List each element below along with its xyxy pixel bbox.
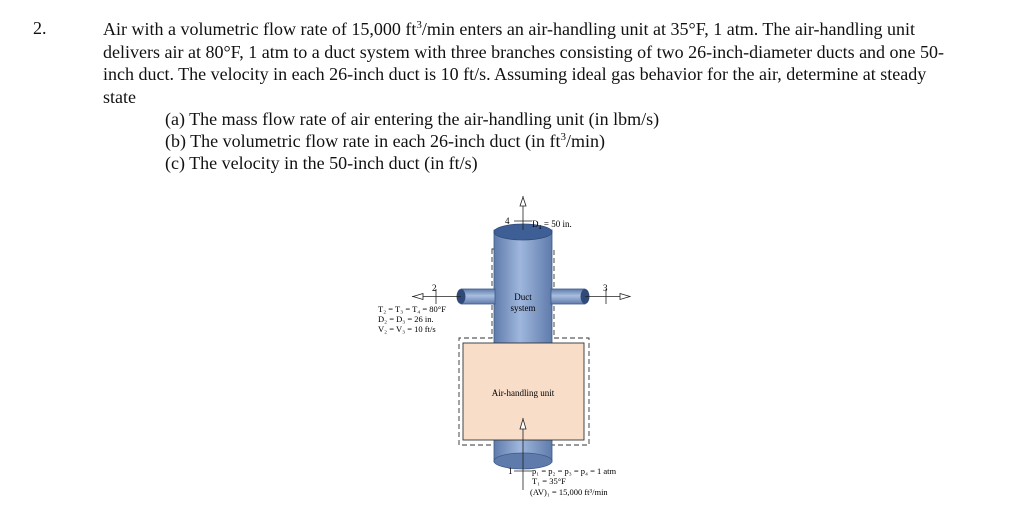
duct-system-label-2: system (510, 303, 536, 313)
state3-number: 3 (603, 283, 608, 293)
bottom-condition-temperature: T₁ = 35°F (532, 476, 566, 486)
state2-number: 2 (432, 283, 437, 293)
state3-arrow-icon (620, 294, 630, 300)
state4-label: D₄ = 50 in. (532, 219, 572, 229)
state4-number: 4 (505, 216, 510, 226)
left-branch-duct (461, 289, 495, 304)
problem-text: Air with a volumetric flow rate of 15,000 $ft^3/\min$ enters an air-handling unit at 35°F, 1 atm. The air-handling unit delivers air at 80°F, 1 atm to a duct system with three branches consisting of two 26-inch-diameter ducts and one 50-inch duct. The velocity in each 26-inch duct is 10 ft/s. Assuming ideal gas behavior for the air, determine at steady state (103, 19, 945, 107)
left-condition-velocity: V₂ = V₃ = 10 ft/s (378, 324, 436, 334)
part-c: (c) The velocity in the 50-inch duct (in ft/s) (165, 153, 478, 173)
air-handling-unit-label: Air-handling unit (491, 388, 555, 398)
bottom-condition-pressure: p₁ = p₂ = p₃ = p₄ = 1 atm (532, 466, 617, 476)
state2-arrow-icon (413, 294, 423, 300)
state1-number: 1 (508, 466, 513, 476)
question-number: 2. (33, 18, 47, 38)
bottom-condition-flow: (AV)₁ = 15,000 ft³/min (530, 487, 608, 497)
part-b: (b) The volumetric flow rate in each 26-inch duct (in $ft^3/\min$) (165, 131, 606, 151)
part-a: (a) The mass flow rate of air entering the air-handling unit (in lbm/s) (165, 109, 660, 129)
right-branch-duct (551, 289, 585, 304)
left-condition-temperature: T₂ = T₃ = T₄ = 80°F (378, 304, 446, 314)
state4-arrow-icon (520, 197, 526, 206)
left-condition-diameter: D₂ = D₃ = 26 in. (378, 314, 434, 324)
duct-system-label-1: Duct (514, 292, 532, 302)
